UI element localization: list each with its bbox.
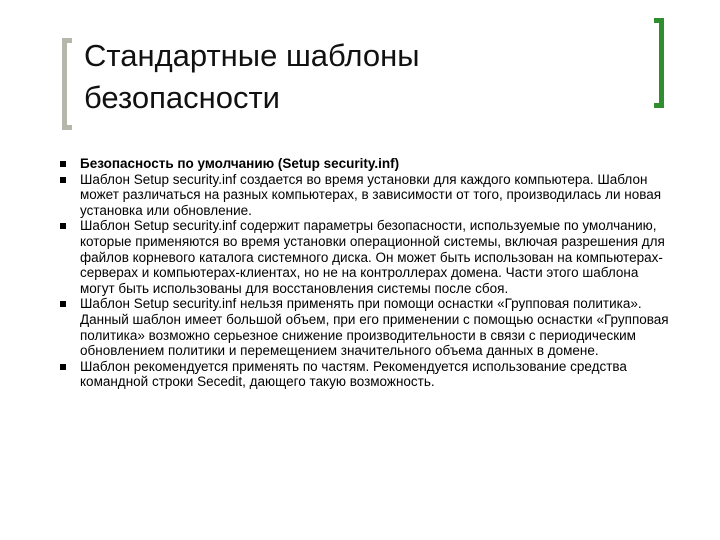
bullet-item <box>50 172 670 219</box>
bullet-item <box>50 218 670 296</box>
bullet-text: Шаблон Setup security.inf нельзя применять при помощи оснастки «Групповая политика». Данный шаблон имеет большой объем, при его применении с помощью оснастки «Групповая политика» возможно серьезное снижение производительности в связи с периодическим обновлением политики и перемещением значительного объема данных в домене. <box>80 296 669 359</box>
square-bullet-icon <box>60 301 66 307</box>
bullet-text: Безопасность по умолчанию (Setup security.inf) <box>80 156 400 171</box>
bullet-item <box>50 156 670 172</box>
square-bullet-icon <box>60 161 66 167</box>
square-bullet-icon <box>60 177 66 183</box>
bullet-list <box>50 156 670 390</box>
bullet-item <box>50 359 670 390</box>
bullet-text: Шаблон Setup security.inf содержит параметры безопасности, используемые по умолчанию, которые применяются во время установки операционной системы, включая разрешения для файлов корневого каталога системного диска. Он может быть использован на компьютерах-серверах и компьютерах-клиентах, но не на контроллерах домена. Части этого шаблона могут быть использованы для восстановления системы после сбоя. <box>80 218 665 296</box>
slide-title-line-2: безопасности <box>84 80 280 115</box>
square-bullet-icon <box>60 364 66 370</box>
bullet-text: Шаблон рекомендуется применять по частям. Рекомендуется использование средства командной строки Secedit, дающего такую возможность. <box>80 358 627 390</box>
bullet-item <box>50 296 670 358</box>
slide-title-line-1: Стандартные шаблоны <box>84 38 420 73</box>
bullet-text: Шаблон Setup security.inf создается во время установки для каждого компьютера. Шаблон может различаться на разных компьютерах, в зависимости от того, производилась ли новая установка или обновление. <box>80 171 662 218</box>
title-bracket-right <box>654 18 664 108</box>
slide-title <box>84 35 644 119</box>
square-bullet-icon <box>60 223 66 229</box>
title-bracket-left <box>62 38 72 130</box>
